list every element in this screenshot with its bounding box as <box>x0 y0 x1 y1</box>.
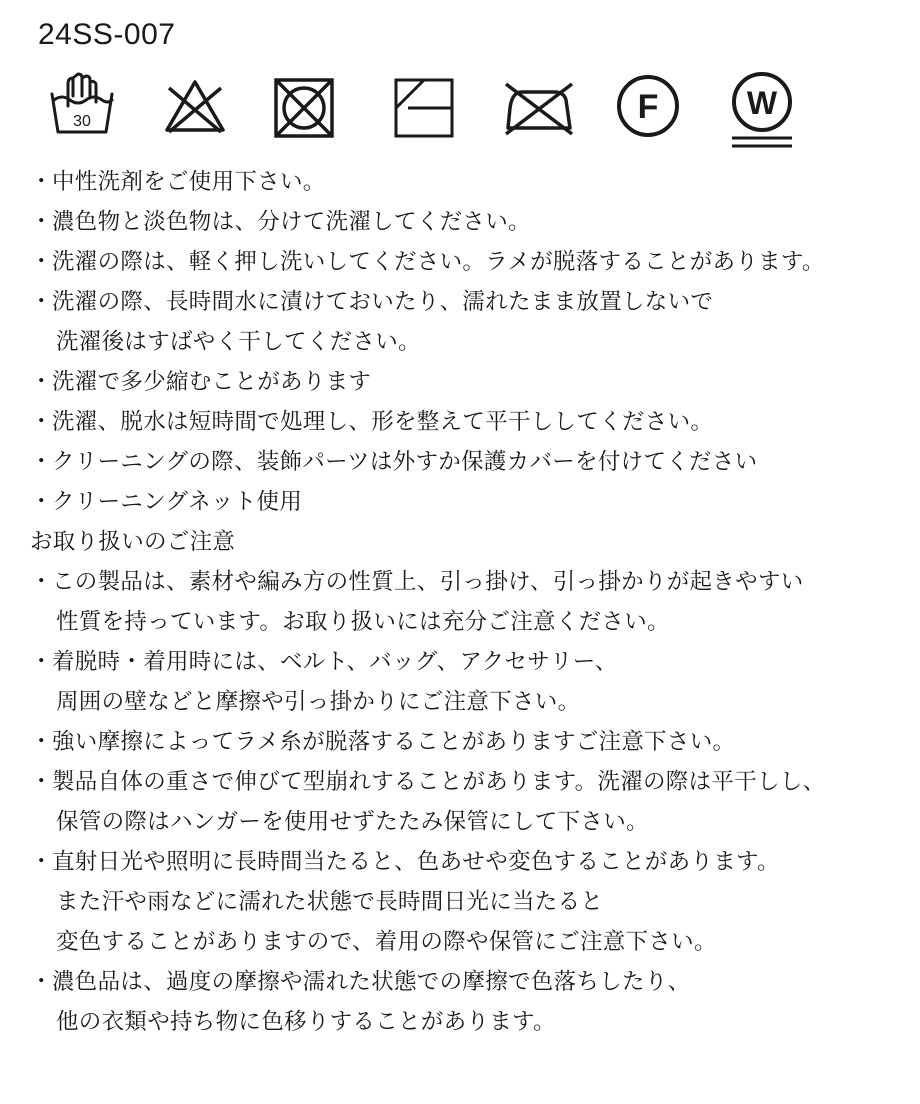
no-tumble-dry-icon <box>272 70 336 140</box>
instruction-text: 洗濯の際は、軽く押し洗いしてください。ラメが脱落することがあります。 <box>52 249 825 275</box>
bullet-marker: ・ <box>30 289 53 315</box>
instruction-continuation <box>30 682 910 722</box>
no-bleach-icon <box>163 70 227 140</box>
product-code: 24SS-007 <box>38 18 176 51</box>
wet-clean-letter: W <box>746 85 778 121</box>
instruction-text: 保管の際はハンガーを使用せずたたみ保管にして下さい。 <box>56 809 649 835</box>
section-heading <box>30 522 910 562</box>
hand-wash-temp: 30 <box>73 113 91 130</box>
instruction-item <box>30 442 910 482</box>
care-symbols-row <box>0 70 920 160</box>
bullet-marker: ・ <box>30 249 53 275</box>
bullet-marker: ・ <box>30 209 53 235</box>
instruction-item <box>30 722 910 762</box>
dry-clean-f-icon <box>614 70 682 140</box>
instruction-text: 濃色物と淡色物は、分けて洗濯してください。 <box>52 209 531 235</box>
bullet-marker: ・ <box>30 169 53 195</box>
instruction-text: 濃色品は、過度の摩擦や濡れた状態での摩擦で色落ちしたり、 <box>52 969 691 995</box>
instruction-item <box>30 962 910 1002</box>
instruction-text: 洗濯後はすばやく干してください。 <box>56 329 421 355</box>
instruction-text: 周囲の壁などと摩擦や引っ掛かりにご注意下さい。 <box>56 689 581 715</box>
instruction-text: 洗濯の際、長時間水に漬けておいたり、濡れたまま放置しないで <box>52 289 714 315</box>
instruction-continuation <box>30 802 910 842</box>
bullet-marker: ・ <box>30 769 53 795</box>
instruction-text: 洗濯、脱水は短時間で処理し、形を整えて平干ししてください。 <box>52 409 714 435</box>
bullet-marker: ・ <box>30 649 53 675</box>
instruction-text: 他の衣類や持ち物に色移りすることがあります。 <box>56 1009 556 1035</box>
wet-clean-w-icon <box>728 70 796 152</box>
no-iron-icon <box>500 70 576 140</box>
instruction-item <box>30 482 910 522</box>
instruction-text: 中性洗剤をご使用下さい。 <box>52 169 326 195</box>
instruction-text: 製品自体の重さで伸びて型崩れすることがあります。洗濯の際は平干しし、 <box>52 769 826 795</box>
instruction-item <box>30 202 910 242</box>
instruction-item <box>30 242 910 282</box>
bullet-marker: ・ <box>30 569 53 595</box>
bullet-marker: ・ <box>30 729 53 755</box>
dry-clean-letter: F <box>637 88 659 126</box>
instruction-text: 強い摩擦によってラメ糸が脱落することがありますご注意下さい。 <box>52 729 736 755</box>
care-instructions <box>30 162 910 1042</box>
instruction-text: 変色することがありますので、着用の際や保管にご注意下さい。 <box>56 929 717 955</box>
bullet-marker: ・ <box>30 849 53 875</box>
instruction-text: お取り扱いのご注意 <box>30 529 236 555</box>
instruction-text: 着脱時・着用時には、ベルト、バッグ、アクセサリー、 <box>52 649 618 675</box>
instruction-text: 性質を持っています。お取り扱いには充分ご注意ください。 <box>56 609 670 635</box>
instruction-item <box>30 402 910 442</box>
instruction-continuation <box>30 882 910 922</box>
instruction-item <box>30 362 910 402</box>
instruction-continuation <box>30 602 910 642</box>
instruction-continuation <box>30 922 910 962</box>
instruction-text: この製品は、素材や編み方の性質上、引っ掛け、引っ掛かりが起きやすい <box>52 569 804 595</box>
instruction-item <box>30 762 910 802</box>
instruction-item <box>30 842 910 882</box>
bullet-marker: ・ <box>30 489 53 515</box>
hand-wash-30-icon <box>48 70 116 140</box>
bullet-marker: ・ <box>30 409 53 435</box>
instruction-text: 洗濯で多少縮むことがあります <box>52 369 372 395</box>
instruction-text: 直射日光や照明に長時間当たると、色あせや変色することがあります。 <box>52 849 780 875</box>
instruction-item <box>30 162 910 202</box>
instruction-continuation <box>30 322 910 362</box>
instruction-text: クリーニングネット使用 <box>52 489 303 515</box>
instruction-item <box>30 562 910 602</box>
instruction-text: クリーニングの際、装飾パーツは外すか保護カバーを付けてください <box>52 449 758 475</box>
bullet-marker: ・ <box>30 369 53 395</box>
instruction-item <box>30 642 910 682</box>
instruction-text: また汗や雨などに濡れた状態で長時間日光に当たると <box>56 889 604 915</box>
bullet-marker: ・ <box>30 969 53 995</box>
instruction-continuation <box>30 1002 910 1042</box>
dry-flat-in-shade-icon <box>392 70 456 140</box>
bullet-marker: ・ <box>30 449 53 475</box>
instruction-item <box>30 282 910 322</box>
